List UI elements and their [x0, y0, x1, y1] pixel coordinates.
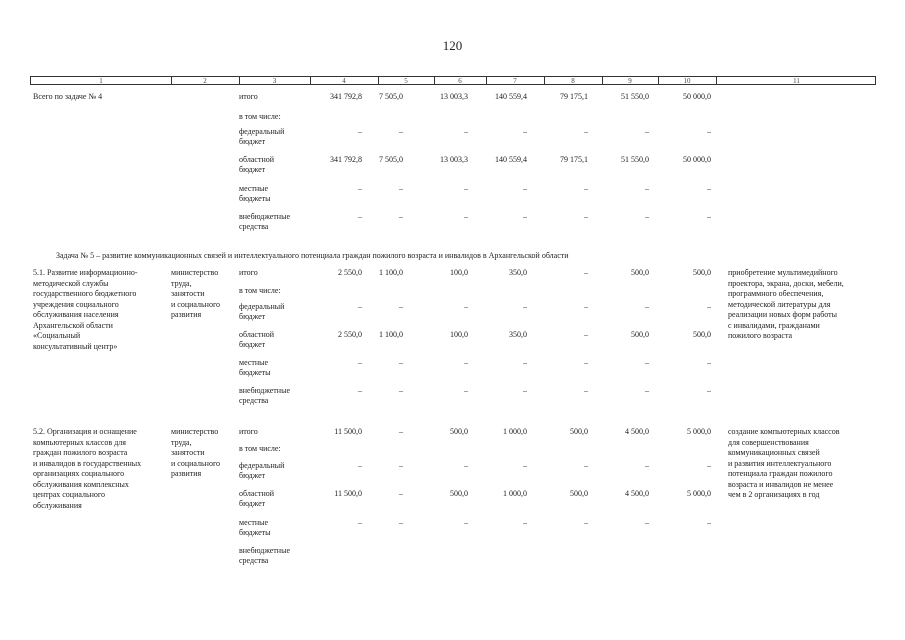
measure-name-line: методической службы	[33, 278, 109, 288]
amount-cell: 5 000,0	[687, 427, 711, 436]
amount-cell: –	[584, 212, 588, 221]
amount-cell: 341 792,8	[330, 92, 362, 101]
amount-cell: –	[523, 461, 527, 470]
result-line: методической литературы для	[728, 299, 831, 309]
result-line: коммуникационных связей	[728, 448, 820, 457]
amount-cell: –	[645, 212, 649, 221]
amount-cell: –	[523, 302, 527, 311]
header-divider	[378, 77, 379, 84]
funding-type-label: средства	[239, 396, 269, 405]
amount-cell: –	[584, 386, 588, 395]
amount-cell: 1 100,0	[379, 268, 403, 277]
amount-cell: –	[645, 302, 649, 311]
amount-cell: –	[707, 302, 711, 311]
measure-name-line: обслуживания населения	[33, 310, 119, 319]
header-divider	[434, 77, 435, 84]
amount-cell: 350,0	[509, 330, 527, 339]
funding-type-label: областной	[239, 330, 275, 339]
amount-cell: –	[358, 386, 362, 395]
amount-cell: –	[584, 127, 588, 136]
header-divider	[171, 77, 172, 84]
amount-cell: –	[584, 302, 588, 311]
amount-cell: –	[464, 302, 468, 311]
amount-cell: –	[645, 461, 649, 470]
funding-type-label: средства	[239, 222, 269, 231]
amount-cell: –	[464, 518, 468, 527]
funding-type-label: бюджеты	[239, 194, 271, 203]
measure-name-line: граждан пожилого возраста	[33, 448, 128, 457]
amount-cell: –	[707, 461, 711, 470]
amount-cell: –	[464, 358, 468, 367]
funding-type-label: в том числе:	[239, 444, 281, 453]
amount-cell: –	[645, 386, 649, 395]
measure-name-line: обслуживания	[33, 500, 82, 510]
amount-cell: 1 000,0	[503, 489, 527, 498]
amount-cell: –	[707, 358, 711, 367]
amount-cell: 11 500,0	[334, 427, 362, 436]
result-line: и развития интеллектуального	[728, 458, 832, 468]
executor-line: министерство	[171, 268, 219, 277]
measure-name-line: компьютерных классов для	[33, 437, 126, 447]
amount-cell: –	[523, 184, 527, 193]
amount-cell: –	[399, 427, 403, 436]
header-column-1: 1	[99, 77, 103, 85]
header-column-2: 2	[203, 77, 207, 85]
total-task-label: Всего по задаче № 4	[33, 92, 103, 101]
amount-cell: 11 500,0	[334, 489, 362, 498]
funding-type-label: средства	[239, 556, 269, 565]
amount-cell: 1 000,0	[503, 427, 527, 436]
amount-cell: 500,0	[693, 268, 711, 277]
amount-cell: –	[358, 358, 362, 367]
amount-cell: 2 550,0	[338, 330, 362, 339]
header-divider	[544, 77, 545, 84]
amount-cell: –	[358, 518, 362, 527]
executor-line: занятости	[171, 448, 205, 457]
header-divider	[602, 77, 603, 84]
result-line: возраста и инвалидов не менее	[728, 479, 834, 489]
funding-type-label: областной	[239, 155, 275, 164]
header-column-3: 3	[272, 77, 277, 85]
funding-type-label: бюджет	[239, 340, 266, 349]
funding-type-label: итого	[239, 92, 258, 101]
measure-name-line: организациях социального	[33, 469, 125, 478]
funding-type-label: итого	[239, 427, 258, 436]
funding-type-label: областной	[239, 489, 275, 498]
funding-type-label: итого	[239, 268, 258, 277]
amount-cell: –	[523, 518, 527, 527]
funding-type-label: бюджет	[239, 165, 266, 174]
amount-cell: –	[358, 127, 362, 136]
amount-cell: 100,0	[450, 330, 468, 339]
amount-cell: –	[399, 302, 403, 311]
funding-type-label: бюджет	[239, 499, 266, 508]
amount-cell: –	[584, 358, 588, 367]
table-header-row	[30, 76, 876, 85]
amount-cell: –	[523, 127, 527, 136]
amount-cell: –	[399, 358, 403, 367]
amount-cell: 13 003,3	[440, 92, 468, 101]
measure-name-line: «Социальный	[33, 331, 81, 340]
amount-cell: –	[645, 358, 649, 367]
amount-cell: –	[464, 184, 468, 193]
result-line: проектора, экрана, доски, мебели,	[728, 278, 844, 288]
executor-line: развития	[171, 310, 202, 319]
executor-line: труда,	[171, 278, 192, 288]
amount-cell: 13 003,3	[440, 155, 468, 164]
executor-line: занятости	[171, 289, 205, 298]
header-divider	[658, 77, 659, 84]
header-column-11: 11	[793, 77, 800, 85]
header-column-7: 7	[513, 77, 517, 85]
amount-cell: –	[399, 386, 403, 395]
amount-cell: –	[358, 302, 362, 311]
amount-cell: 2 550,0	[338, 268, 362, 277]
header-divider	[239, 77, 240, 84]
amount-cell: –	[707, 212, 711, 221]
measure-name-line: и инвалидов в государственных	[33, 458, 142, 468]
amount-cell: 500,0	[570, 489, 588, 498]
amount-cell: –	[584, 184, 588, 193]
funding-type-label: в том числе:	[239, 286, 281, 295]
result-line: приобретение мультимедийного	[728, 268, 838, 277]
funding-type-label: бюджеты	[239, 368, 271, 377]
amount-cell: 4 500,0	[625, 427, 649, 436]
result-line: для совершенствования	[728, 437, 809, 447]
amount-cell: 500,0	[570, 427, 588, 436]
amount-cell: –	[399, 518, 403, 527]
amount-cell: –	[358, 461, 362, 470]
amount-cell: –	[399, 461, 403, 470]
amount-cell: –	[645, 518, 649, 527]
funding-type-label: федеральный	[239, 127, 285, 136]
amount-cell: –	[464, 461, 468, 470]
amount-cell: –	[707, 518, 711, 527]
amount-cell: 500,0	[450, 427, 468, 436]
funding-type-label: бюджет	[239, 312, 266, 321]
header-column-4: 4	[342, 77, 346, 85]
funding-type-label: бюджет	[239, 137, 266, 146]
result-line: чем в 2 организациях в год	[728, 490, 820, 499]
amount-cell: 51 550,0	[621, 92, 649, 101]
amount-cell: 140 559,4	[495, 92, 527, 101]
header-divider	[310, 77, 311, 84]
funding-type-label: внебюджетные	[239, 546, 290, 555]
header-column-5: 5	[404, 77, 408, 85]
funding-type-label: внебюджетные	[239, 386, 290, 395]
result-line: с инвалидами, гражданами	[728, 320, 820, 330]
amount-cell: –	[464, 127, 468, 136]
measure-name-line: Архангельской области	[33, 320, 113, 330]
amount-cell: 51 550,0	[621, 155, 649, 164]
executor-line: и социального	[171, 458, 221, 468]
measure-name-line: 5.2. Организация и оснащение	[33, 427, 137, 436]
funding-type-label: бюджет	[239, 471, 266, 480]
result-line: программного обеспечения,	[728, 289, 824, 298]
amount-cell: –	[707, 184, 711, 193]
amount-cell: –	[707, 386, 711, 395]
executor-line: министерство	[171, 427, 219, 436]
amount-cell: 7 505,0	[379, 155, 403, 164]
funding-type-label: в том числе:	[239, 112, 281, 121]
amount-cell: 100,0	[450, 268, 468, 277]
amount-cell: –	[464, 212, 468, 221]
amount-cell: 50 000,0	[683, 155, 711, 164]
amount-cell: –	[584, 518, 588, 527]
funding-type-label: местные	[239, 184, 269, 193]
amount-cell: 79 175,1	[560, 155, 588, 164]
executor-line: и социального	[171, 299, 221, 309]
page-number: 120	[442, 38, 463, 53]
amount-cell: –	[399, 127, 403, 136]
amount-cell: 350,0	[509, 268, 527, 277]
amount-cell: 341 792,8	[330, 155, 362, 164]
header-column-6: 6	[458, 77, 462, 85]
amount-cell: –	[523, 358, 527, 367]
amount-cell: 5 000,0	[687, 489, 711, 498]
amount-cell: 79 175,1	[560, 92, 588, 101]
funding-type-label: федеральный	[239, 302, 285, 311]
result-line: создание компьютерных классов	[728, 427, 840, 436]
executor-line: развития	[171, 469, 202, 478]
measure-name-line: 5.1. Развитие информационно-	[33, 268, 138, 277]
amount-cell: –	[399, 489, 403, 498]
amount-cell: 140 559,4	[495, 155, 527, 164]
measure-name-line: учреждения социального	[33, 299, 119, 309]
funding-type-label: местные	[239, 358, 269, 367]
amount-cell: –	[399, 212, 403, 221]
funding-type-label: бюджеты	[239, 528, 271, 537]
measure-name-line: центрах социального	[33, 490, 105, 499]
measure-name-line: консультативный центр»	[33, 341, 118, 351]
header-divider	[486, 77, 487, 84]
measure-name-line: обслуживания комплексных	[33, 479, 129, 489]
amount-cell: –	[645, 127, 649, 136]
result-line: пожилого возраста	[728, 331, 793, 340]
amount-cell: –	[358, 184, 362, 193]
amount-cell: –	[399, 184, 403, 193]
result-line: реализации новых форм работы	[728, 310, 838, 319]
amount-cell: 500,0	[450, 489, 468, 498]
amount-cell: 1 100,0	[379, 330, 403, 339]
funding-type-label: федеральный	[239, 461, 285, 470]
header-column-10: 10	[683, 77, 691, 85]
amount-cell: –	[645, 184, 649, 193]
amount-cell: 7 505,0	[379, 92, 403, 101]
amount-cell: –	[464, 386, 468, 395]
funding-type-label: внебюджетные	[239, 212, 290, 221]
funding-type-label: местные	[239, 518, 269, 527]
amount-cell: –	[584, 268, 588, 277]
result-line: потенциала граждан пожилого	[728, 469, 833, 478]
amount-cell: –	[523, 212, 527, 221]
measure-name-line: государственного бюджетного	[33, 289, 137, 298]
amount-cell: –	[584, 330, 588, 339]
amount-cell: 500,0	[693, 330, 711, 339]
executor-line: труда,	[171, 437, 192, 447]
amount-cell: –	[358, 212, 362, 221]
task-title: Задача № 5 – развитие коммуникационных связей и интеллектуального потенциала граждан пожилого возраста и инвалидов в Архангельской области	[56, 251, 569, 260]
amount-cell: –	[707, 127, 711, 136]
header-divider	[716, 77, 717, 84]
amount-cell: –	[523, 386, 527, 395]
amount-cell: 500,0	[631, 330, 649, 339]
amount-cell: 500,0	[631, 268, 649, 277]
header-column-9: 9	[628, 77, 632, 85]
header-column-8: 8	[571, 77, 575, 85]
amount-cell: 4 500,0	[625, 489, 649, 498]
amount-cell: –	[584, 461, 588, 470]
amount-cell: 50 000,0	[683, 92, 711, 101]
